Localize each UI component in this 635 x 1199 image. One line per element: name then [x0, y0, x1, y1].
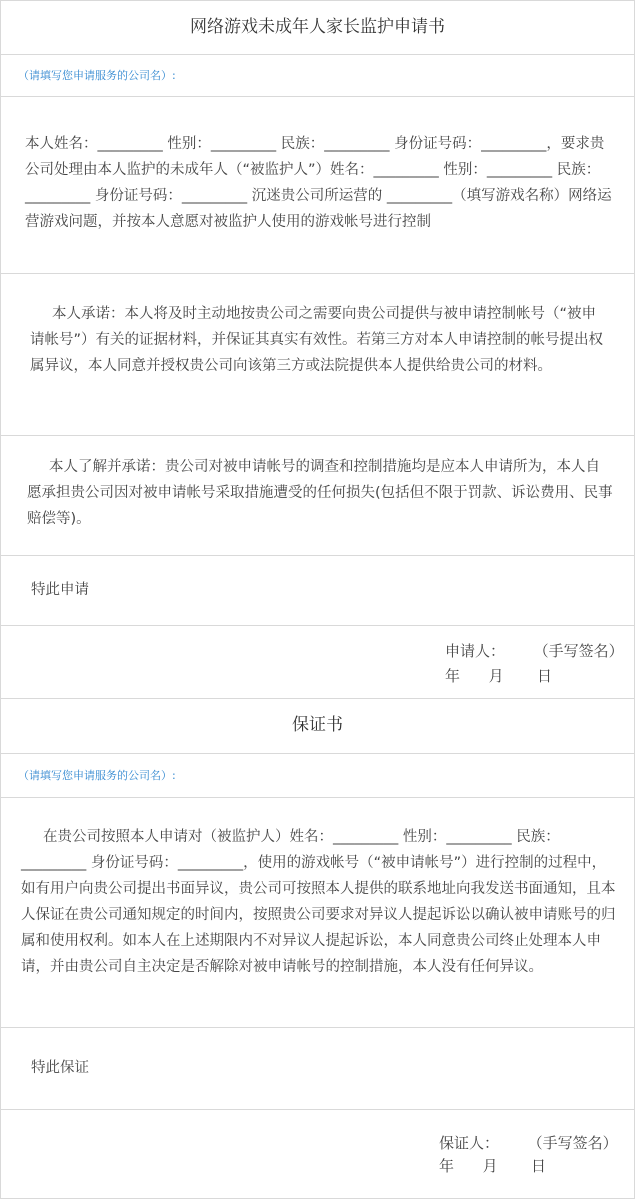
commitment-paragraph — [1, 274, 634, 436]
company-name-hint: （请填写您申请服务的公司名）: — [1, 55, 634, 97]
guarantee-title: 保证书 — [1, 699, 634, 754]
guarantor-signature-block — [1, 1110, 634, 1199]
application-closing: 特此申请 — [1, 556, 634, 626]
applicant-info-paragraph: 本人姓名：_________ 性别：_________ 民族：_________ 身份证号码：_________，要求贵公司处理由本人监护的未成年人（“被监护人”）姓名：_________ 性别：_________ 民族：_________ 身份证号码：_________ 沉迷贵公司所运营的 _________（填写游戏名称）网络运营游戏问题，并按本人意愿对被监护人使用的游戏帐号进行控制 — [1, 97, 634, 274]
guarantor-date-line: 年 月 日 — [439, 1157, 546, 1175]
commitment-text: 本人承诺：本人将及时主动地按贵公司之需要向贵公司提供与被申请控制帐号（“被申请帐号”）有关的证据材料，并保证其真实有效性。若第三方对本人申请控制的帐号提出权属异议，本人同意并授权贵公司向该第三方或法院提供本人提供给贵公司的材料。 — [30, 306, 604, 374]
applicant-signature-line: 申请人： （手写签名） — [445, 642, 624, 660]
guarantee-closing: 特此保证 — [1, 1028, 634, 1110]
guarantee-text: 在贵公司按照本人申请对（被监护人）姓名：_________ 性别：_________ 民族：_________ 身份证号码：_________，使用的游戏帐号（“被申请帐号”）进行控制的过程中，如有用户向贵公司提出书面异议，贵公司可按照本人提供的联系地址向我发送书面通知，且本人保证在贵公司通知规定的时间内，按照贵公司要求对异议人提起诉讼以确认被申请账号的归属和使用权利。如本人在上述期限内不对异议人提起诉讼，本人同意贵公司终止处理本人申请，并由贵公司自主决定是否解除对被申请帐号的控制措施，本人没有任何异议。 — [21, 829, 616, 975]
guarantor-signature-line: 保证人： （手写签名） — [439, 1134, 618, 1152]
guarantee-paragraph — [1, 798, 634, 1028]
liability-paragraph — [1, 436, 634, 556]
document-title: 网络游戏未成年人家长监护申请书 — [1, 1, 634, 55]
liability-text: 本人了解并承诺：贵公司对被申请帐号的调查和控制措施均是应本人申请所为，本人自愿承担贵公司因对被申请帐号采取措施遭受的任何损失(包括但不限于罚款、诉讼费用、民事赔偿等)。 — [27, 459, 613, 527]
applicant-signature-block — [1, 626, 634, 699]
applicant-date-line: 年 月 日 — [445, 667, 552, 685]
guarantee-company-name-hint: （请填写您申请服务的公司名）: — [1, 754, 634, 798]
